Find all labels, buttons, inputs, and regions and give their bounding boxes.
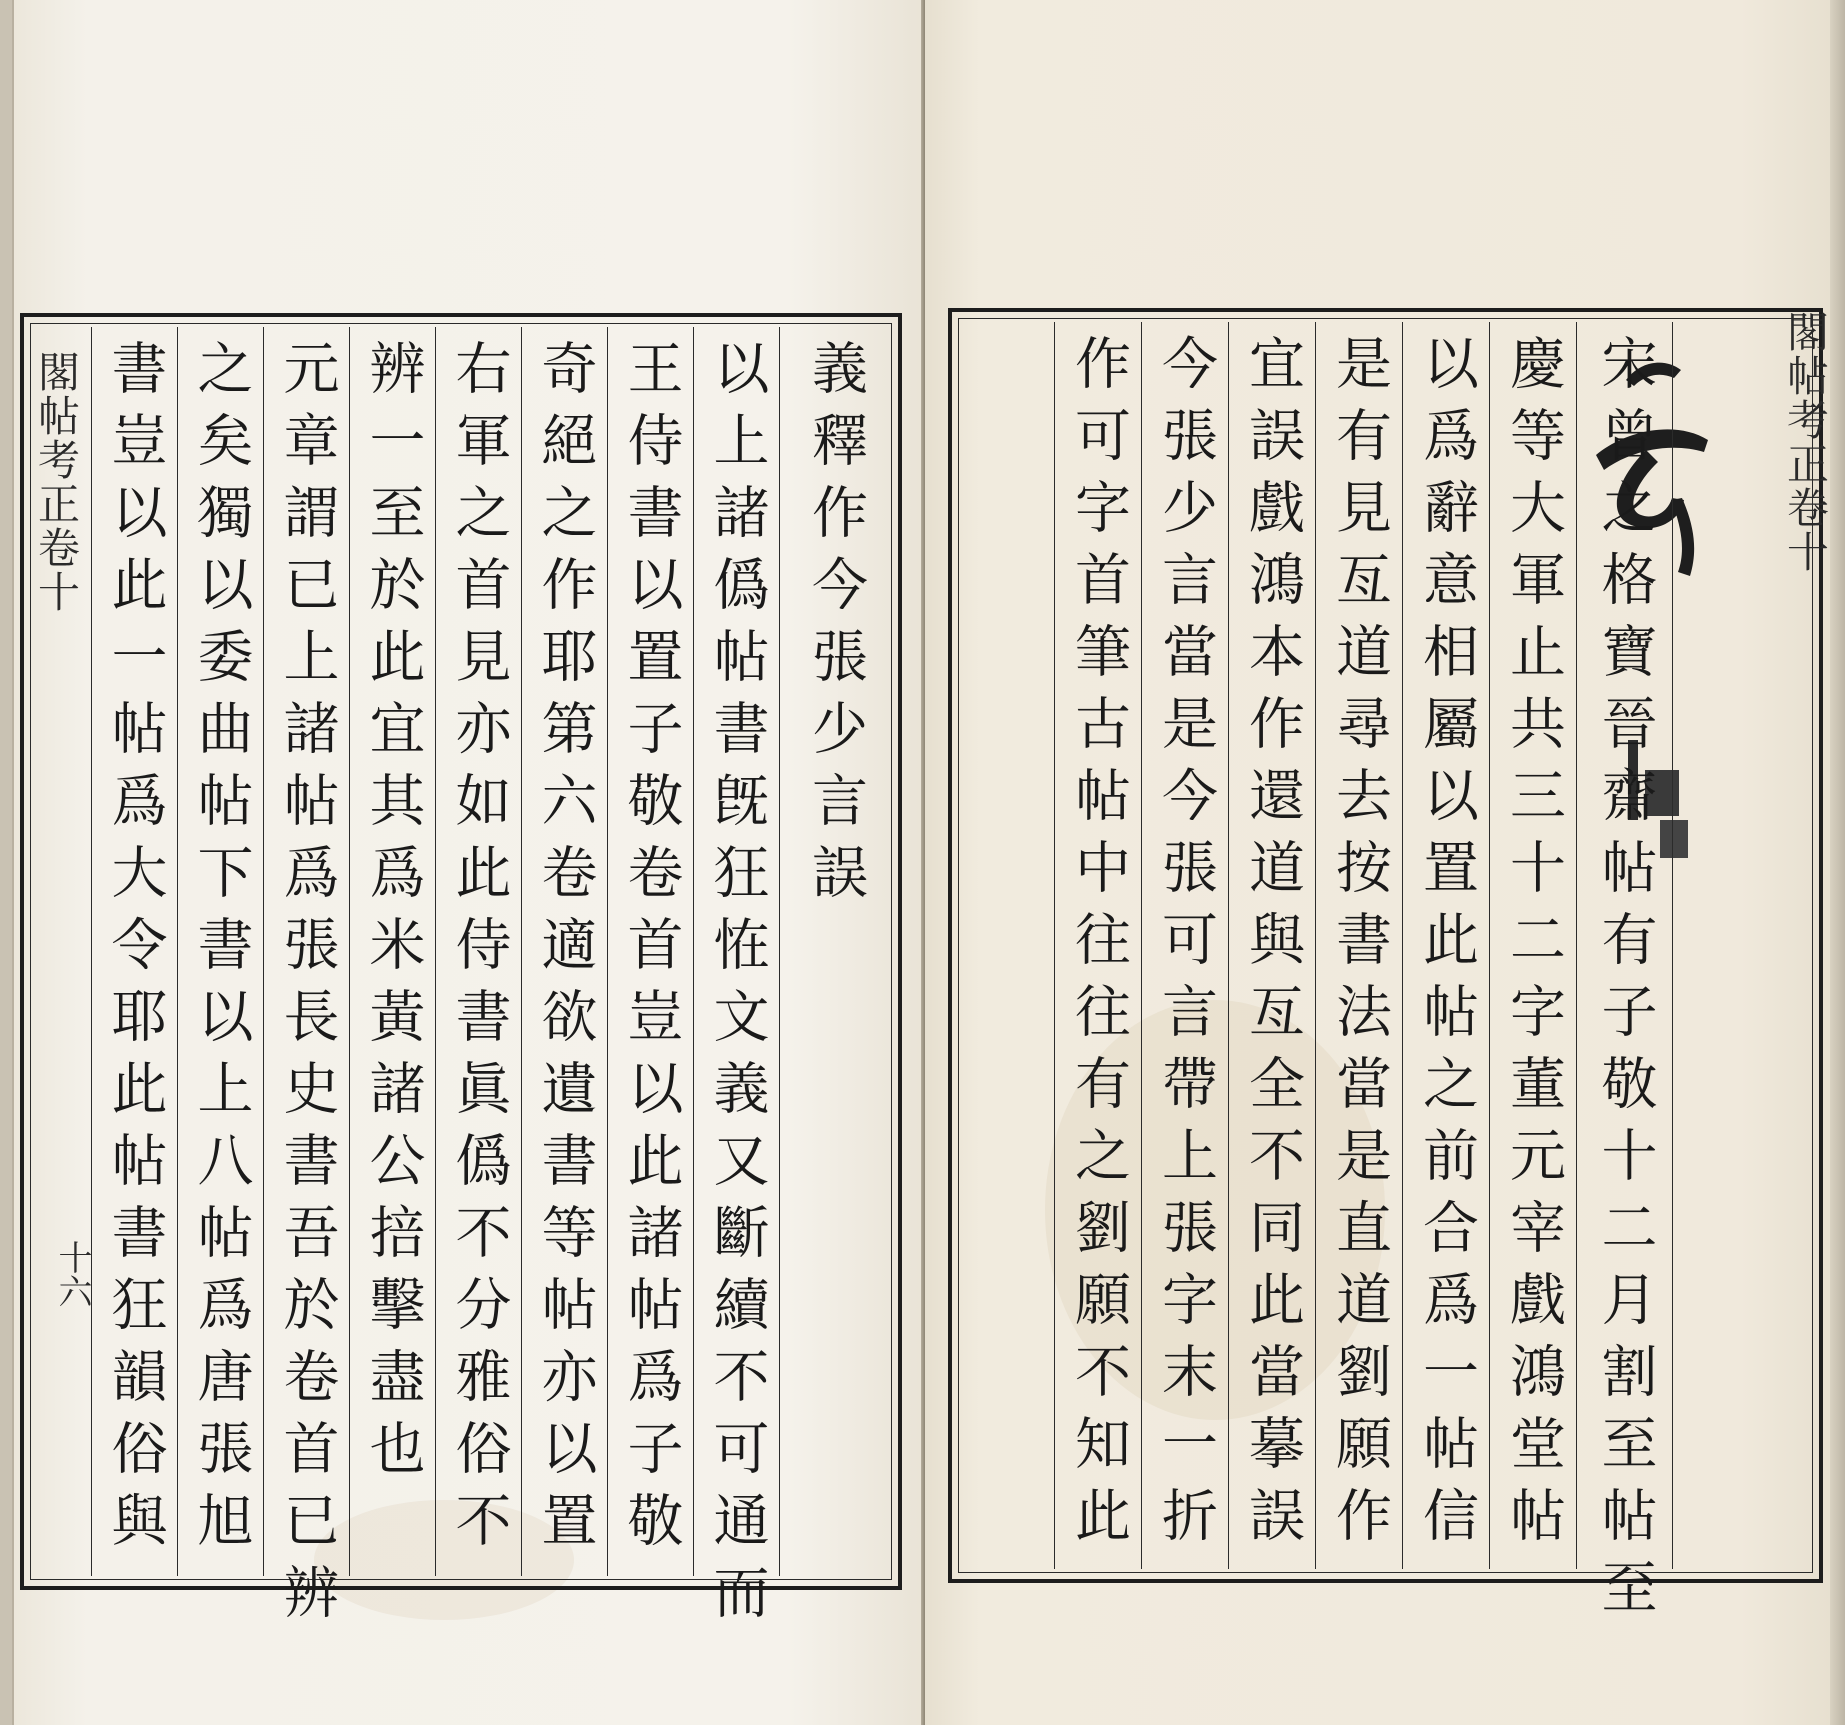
left-column-7 [263, 327, 349, 1635]
right-margin-title: 閣帖考正卷十 [1781, 310, 1830, 574]
column-text: 以上諸僞帖書旣狂恠文義又斷續不可通而 [704, 339, 770, 1635]
right-column-6 [1141, 322, 1228, 1569]
column-text: 是有見亙道尋去按書法當是直道劉願作 [1327, 334, 1392, 1558]
column-text: 作可字首筆古帖中往往有之劉願不知此 [1066, 334, 1131, 1558]
column-text: 之矣獨以委曲帖下書以上八帖爲唐張旭 [188, 339, 254, 1563]
column-text: 書豈以此一帖爲大令耶此帖書狂韻俗與 [102, 339, 168, 1563]
right-column-3 [1402, 322, 1489, 1569]
column-text: 以爲辭意相屬以置此帖之前合爲一帖信 [1414, 334, 1479, 1558]
right-column-1 [1576, 322, 1672, 1630]
left-column-1 [779, 327, 890, 1576]
right-column-7 [1054, 322, 1141, 1569]
column-text: 慶等大軍止共三十二字董元宰戲鴻堂帖 [1501, 334, 1566, 1558]
column-text: 辨一至於此宜其爲米黃諸公掊擊盡也 [360, 339, 426, 1491]
folio-number: 十六 [52, 1240, 92, 1308]
column-text: 義釋作今張少言誤 [803, 339, 868, 915]
left-page-frame [20, 313, 902, 1635]
right-column-5 [1228, 322, 1315, 1569]
right-page-frame [948, 308, 1823, 1630]
column-text: 宜誤戲鴻本作還道與亙全不同此當摹誤 [1240, 334, 1305, 1558]
left-column-5 [435, 327, 521, 1576]
left-column-6 [349, 327, 435, 1576]
column-text: 宋曾之格寶晉齋帖有子敬十二月割至帖至 [1592, 334, 1658, 1630]
left-column-8 [177, 327, 263, 1576]
left-column-2 [693, 327, 779, 1635]
right-column-2 [1489, 322, 1576, 1569]
column-text: 王侍書以置子敬卷首豈以此諸帖爲子敬 [618, 339, 684, 1563]
column-text: 元章謂已上諸帖爲張長史書吾於卷首已辨 [274, 339, 340, 1635]
column-text: 今張少言當是今張可言帶上張字末一折 [1153, 334, 1218, 1558]
right-column-blank [962, 322, 1054, 1569]
column-text: 右軍之首見亦如此侍書眞僞不分雅俗不 [446, 339, 512, 1563]
left-column-4 [521, 327, 607, 1576]
column-text: 奇絕之作耶第六卷適欲遺書等帖亦以置 [532, 339, 598, 1563]
left-column-3 [607, 327, 693, 1576]
right-column-4 [1315, 322, 1402, 1569]
left-margin-title: 閣帖考正卷十 [32, 350, 81, 614]
left-column-9 [91, 327, 177, 1576]
right-column-seal [1672, 322, 1762, 1569]
page-edge [1830, 0, 1845, 1725]
